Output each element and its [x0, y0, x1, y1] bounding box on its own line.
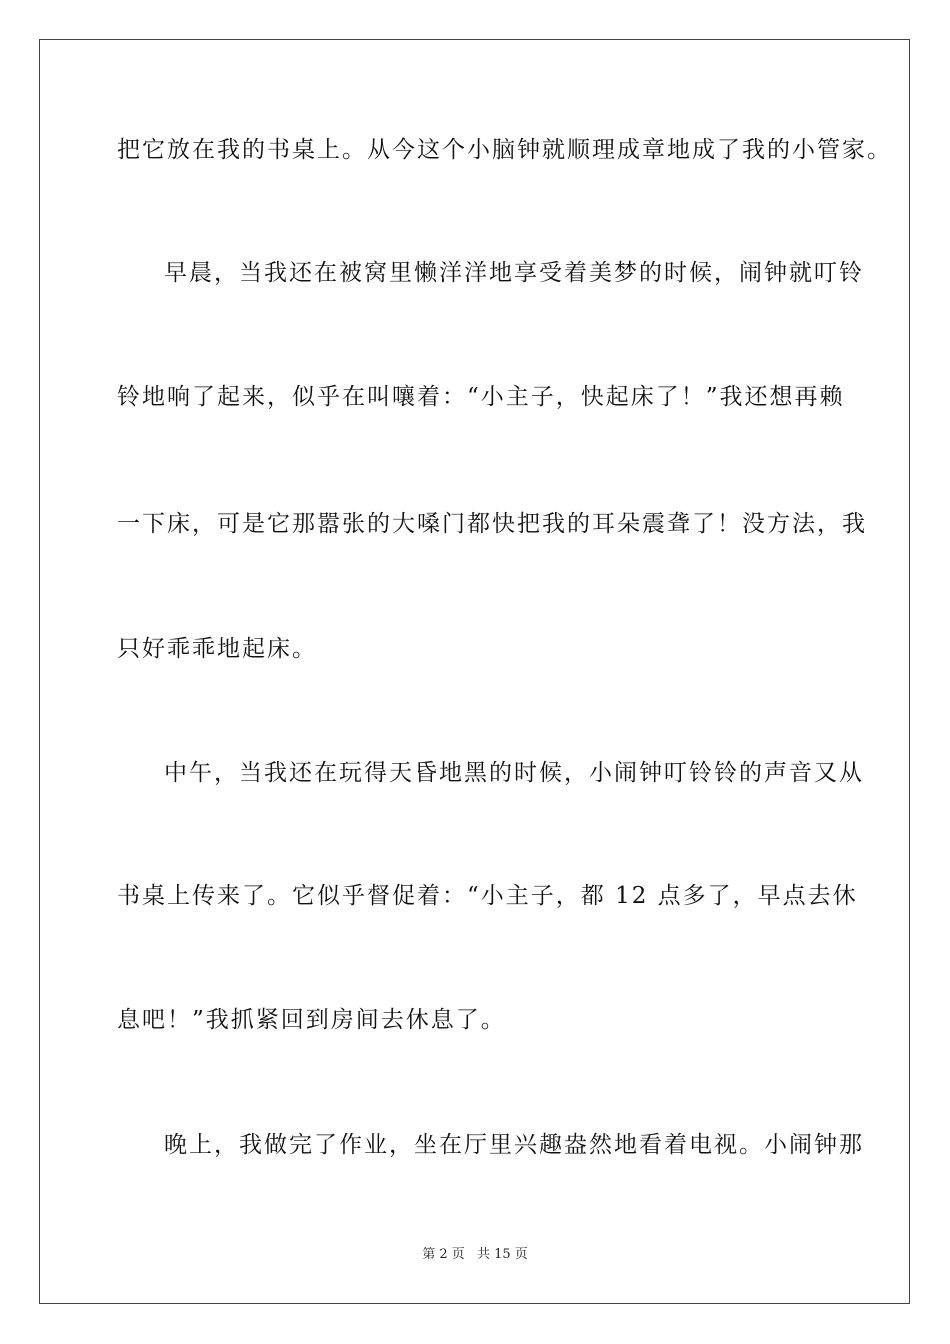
text-line-4: 一下床，可是它那嚣张的大嗓门都快把我的耳朵震聋了！没方法，我 [117, 511, 867, 537]
text-line-1: 把它放在我的书桌上。从今这个小脑钟就顺理成章地成了我的小管家。 [117, 137, 892, 163]
text-line-7: 书桌上传来了。它似乎督促着：“小主子，都 12 点多了，早点去休 [117, 883, 858, 909]
page-frame [39, 39, 910, 1304]
text-line-3: 铃地响了起来，似乎在叫嚷着：“小主子，快起床了！”我还想再赖 [117, 384, 845, 410]
text-line-5: 只好乖乖地起床。 [117, 636, 317, 662]
text-line-8: 息吧！”我抓紧回到房间去休息了。 [117, 1007, 506, 1033]
text-line-2: 早晨，当我还在被窝里懒洋洋地享受着美梦的时候，闹钟就叮铃 [164, 260, 864, 286]
page-number: 第 2 页 [422, 1247, 465, 1262]
page-footer [0, 1246, 950, 1264]
page-total: 共 15 页 [476, 1247, 528, 1262]
text-line-6: 中午，当我还在玩得天昏地黑的时候，小闹钟叮铃铃的声音又从 [164, 760, 864, 786]
text-line-9: 晚上，我做完了作业，坐在厅里兴趣盎然地看着电视。小闹钟那 [164, 1132, 864, 1158]
